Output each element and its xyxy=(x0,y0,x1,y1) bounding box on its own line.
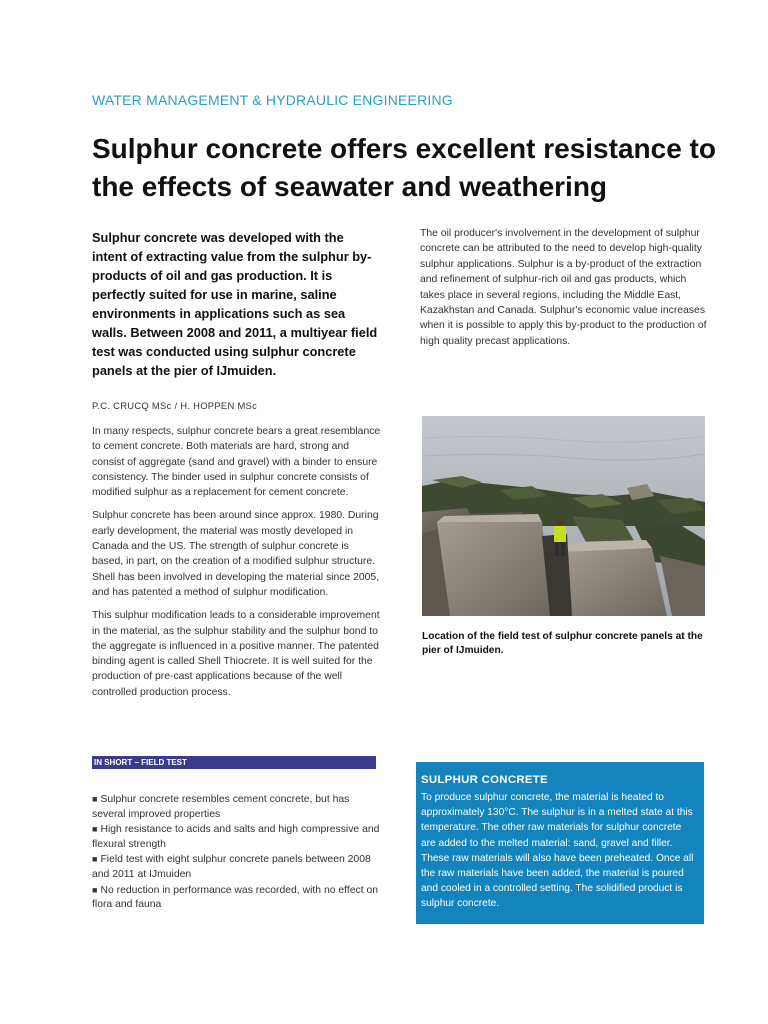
right-column-paragraph: The oil producer's involvement in the development of sulphur concrete can be attributed to the need to develop high-quality sulphur applications. Sulphur is a by-product of the extraction and refinement of sulphur-rich oil and gas products, which takes place in several regions, including the Middle East, Kazakhstan and Canada. Sulphur's economic value increases when it is possible to apply this by-product to the production of high quality precast applications. xyxy=(420,228,707,347)
pier-photo xyxy=(422,416,705,616)
list-item-text: No reduction in performance was recorded, with no effect on flora and fauna xyxy=(92,884,379,911)
list-item xyxy=(92,852,384,882)
sidebar-text: To produce sulphur concrete, the material is heated to approximately 130°C. The sulphur is in a melted state at this temperature. The other raw materials for sulphur concrete are added to the melted material: sand, gravel and filler. These raw materials will also have been preheated. Once all the raw materials have been added, the material is poured and cooled in a controlled setting. The solidified product is sulphur concrete. xyxy=(421,792,694,910)
list-item xyxy=(92,822,384,852)
sulphur-concrete-sidebar xyxy=(416,762,704,924)
list-item xyxy=(92,792,384,822)
bullet-icon: ■ xyxy=(92,794,98,804)
bullet-icon: ■ xyxy=(92,884,98,895)
section-label: WATER MANAGEMENT & HYDRAULIC ENGINEERING xyxy=(92,92,453,108)
list-item-text: Field test with eight sulphur concrete panels between 2008 and 2011 at IJmuiden xyxy=(92,854,371,880)
body-text xyxy=(92,424,382,708)
photo-caption: Location of the field test of sulphur concrete panels at the pier of IJmuiden. xyxy=(422,631,703,656)
author-byline: P.C. CRUCQ MSc / H. HOPPEN MSc xyxy=(92,400,258,411)
article-headline: Sulphur concrete offers excellent resistance to the effects of seawater and weathering xyxy=(92,133,716,202)
body-paragraph: In many respects, sulphur concrete bears a great resemblance to cement concrete. Both materials are hard, strong and consist of aggregate (sand and gravel) with a binder to ensure consistency. The binder used in sulphur concrete consists of modified sulphur as a replacement for cement concrete. xyxy=(92,426,381,499)
in-short-list xyxy=(92,792,384,913)
list-item-text: High resistance to acids and salts and high compressive and flexural strength xyxy=(92,824,380,850)
body-paragraph: This sulphur modification leads to a considerable improvement in the material, as the sulphur stability and the sulphur bond to the aggregate is influenced in a positive manner. The patented binding agent is called Shell Thiocrete. It is well suited for the production of pre-cast applications because of the well controlled production process. xyxy=(92,610,380,698)
list-item-text: Sulphur concrete resembles cement concrete, but has several improved properties xyxy=(92,794,350,820)
in-short-heading: IN SHORT – FIELD TEST xyxy=(92,756,376,769)
body-paragraph: Sulphur concrete has been around since approx. 1980. During early development, the material was mostly developed in Canada and the US. The strength of sulphur concrete is based, in part, on the creation of a modified sulphur structure. Shell has been involved in developing the material since 2005, and has patented a method of sulphur modification. xyxy=(92,510,380,598)
article-intro: Sulphur concrete was developed with the intent of extracting value from the sulphur by-products of oil and gas production. It is perfectly suited for use in marine, saline environments in applications such as sea walls. Between 2008 and 2011, a multiyear field test was conducted using sulphur concrete panels at the pier of IJmuiden. xyxy=(92,230,378,378)
bullet-icon: ■ xyxy=(92,824,98,835)
bullet-icon: ■ xyxy=(92,854,98,865)
sidebar-title: SULPHUR CONCRETE xyxy=(421,774,548,786)
list-item xyxy=(92,883,384,913)
